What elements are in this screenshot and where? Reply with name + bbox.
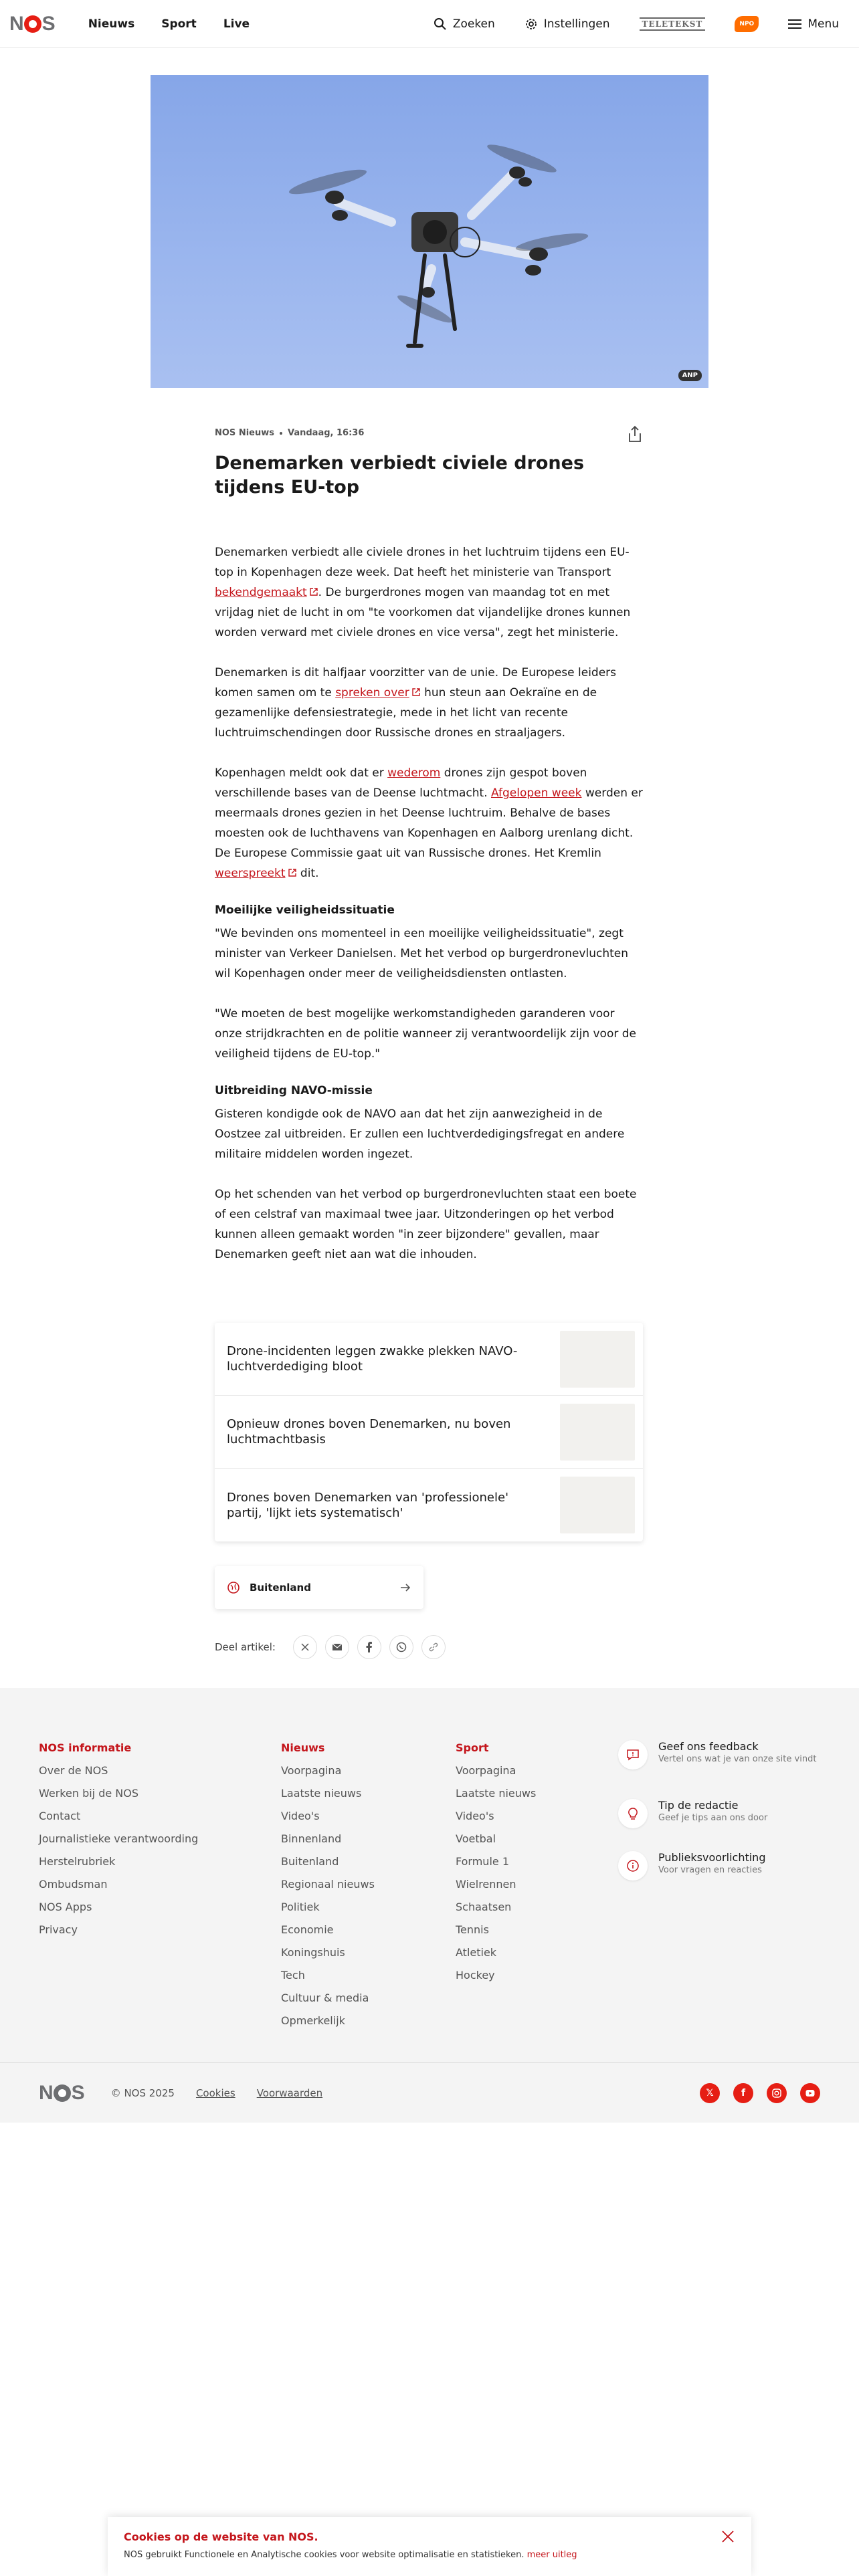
footer-link[interactable]: Economie <box>281 1923 334 1936</box>
footer-link[interactable]: NOS Apps <box>39 1901 92 1913</box>
npo-logo[interactable]: NPO <box>735 16 759 32</box>
share-label: Deel artikel: <box>215 1641 276 1653</box>
header-tools <box>434 16 839 32</box>
related-item[interactable]: Opnieuw drones boven Denemarken, nu boven luchtmachtbasis <box>215 1396 643 1469</box>
footer-heading: Sport <box>456 1741 489 1754</box>
cookie-title: Cookies op de website van NOS. <box>124 2531 318 2543</box>
footer-col-nieuws <box>281 1741 375 2032</box>
footer-link[interactable]: Binnenland <box>281 1832 342 1845</box>
footer-link[interactable]: Voorpagina <box>281 1764 342 1777</box>
cookie-more-link[interactable]: meer uitleg <box>527 2550 577 2560</box>
link-wederom[interactable]: wederom <box>387 766 441 780</box>
close-icon[interactable] <box>721 2529 735 2544</box>
whatsapp-icon <box>396 1642 407 1652</box>
footer-link[interactable]: Tennis <box>456 1923 489 1936</box>
share-facebook-button[interactable] <box>357 1635 381 1659</box>
link-afgelopen-week[interactable]: Afgelopen week <box>491 786 582 800</box>
hamburger-icon <box>788 19 801 29</box>
share-whatsapp-button[interactable] <box>389 1635 413 1659</box>
footer-link[interactable]: Contact <box>39 1810 81 1822</box>
nav-nieuws[interactable]: Nieuws <box>88 17 135 31</box>
main-nav <box>88 17 250 31</box>
footer-link[interactable]: Privacy <box>39 1923 78 1936</box>
nos-logo[interactable]: N S <box>9 12 55 35</box>
drone-photo <box>151 75 708 388</box>
link-weerspreekt[interactable]: weerspreekt <box>215 867 286 880</box>
footer-logo[interactable]: N S <box>39 2081 84 2104</box>
footer-link[interactable]: Video's <box>281 1810 320 1822</box>
article-title: Denemarken verbiedt civiele drones tijdens EU-top <box>215 453 585 498</box>
share-x-button[interactable] <box>293 1635 317 1659</box>
copyright: © NOS 2025 <box>110 2086 175 2099</box>
info-link[interactable]: Publieksvoorlichting Voor vragen en reacties <box>618 1851 819 1881</box>
paragraph: Op het schenden van het verbod op burgerdronevluchten staat een boete of een celstraf van maximaal twee jaar. Uitzonderingen op het verbod kunnen alleen gemaakt worden "in zeer bijzondere" gevallen, maar Denemarken geeft niet aan wat die inhouden. <box>215 1188 637 1261</box>
footer-col-nos-info <box>39 1741 198 1941</box>
youtube-social-icon[interactable] <box>800 2083 820 2103</box>
info-icon <box>618 1851 648 1881</box>
article-meta <box>215 428 643 438</box>
footer-link[interactable]: Buitenland <box>281 1855 339 1868</box>
external-link-icon <box>411 687 421 697</box>
footer-link[interactable]: Voetbal <box>456 1832 496 1845</box>
link-spreken-over[interactable]: spreken over <box>335 686 409 700</box>
paragraph: Kopenhagen meldt ook dat er wederom drones zijn gespot boven verschillende bases van de Deense luchtmacht. Afgelopen week werden er meermaals drones gezien in het Deense luchtruim. Behalve de bases moesten ook de luchthavens van Kopenhagen en Aalborg urenlang dicht. De Europese Commissie gaat uit van Russische drones. Het Kremlin weerspreekt dit. <box>215 766 643 880</box>
chat-icon <box>618 1740 648 1769</box>
related-item[interactable]: Drones boven Denemarken van 'professionele' partij, 'lijkt iets systematisch' <box>215 1469 643 1541</box>
footer-link[interactable]: Cultuur & media <box>281 1992 369 2004</box>
feedback-link[interactable]: Geef ons feedback Vertel ons wat je van onze site vindt <box>618 1740 819 1769</box>
copy-link-button[interactable] <box>421 1635 446 1659</box>
footer-link[interactable]: Formule 1 <box>456 1855 509 1868</box>
menu-label: Menu <box>807 17 839 31</box>
share-row <box>215 1635 446 1659</box>
footer-link[interactable]: Laatste nieuws <box>456 1787 537 1800</box>
facebook-social-icon[interactable]: f <box>733 2083 753 2103</box>
category-label: Buitenland <box>250 1582 311 1594</box>
footer-link[interactable]: Over de NOS <box>39 1764 108 1777</box>
footer-link[interactable]: Opmerkelijk <box>281 2014 345 2027</box>
footer-link[interactable]: Koningshuis <box>281 1946 345 1959</box>
footer-link[interactable]: Herstelrubriek <box>39 1855 116 1868</box>
nav-live[interactable]: Live <box>223 17 250 31</box>
share-email-button[interactable] <box>325 1635 349 1659</box>
tip-link[interactable]: Tip de redactie Geef je tips aan ons door <box>618 1799 819 1828</box>
mail-icon <box>332 1643 343 1651</box>
related-thumbnail <box>560 1477 635 1533</box>
instagram-social-icon[interactable] <box>767 2083 787 2103</box>
article-source: NOS Nieuws <box>215 428 274 438</box>
gear-icon <box>524 17 538 31</box>
facebook-icon <box>366 1642 373 1652</box>
meta-separator <box>280 432 282 435</box>
category-tag[interactable] <box>215 1566 423 1609</box>
paragraph: "We moeten de best mogelijke werkomstandigheden garanderen voor onze strijdkrachten en de politie wanneer zij verantwoordelijk zijn voor de veiligheid tijdens de EU-top." <box>215 1007 637 1061</box>
article-time: Vandaag, 16:36 <box>287 428 365 438</box>
lightbulb-icon <box>618 1799 648 1828</box>
arrow-right-icon <box>399 1582 411 1594</box>
footer-link[interactable]: Werken bij de NOS <box>39 1787 139 1800</box>
external-link-icon <box>288 868 297 877</box>
menu-button[interactable] <box>788 17 839 31</box>
hero-image <box>151 75 708 388</box>
link-bekendgemaakt[interactable]: bekendgemaakt <box>215 586 307 599</box>
footer-col-sport <box>456 1741 536 1987</box>
x-icon <box>300 1642 310 1652</box>
cookie-text: NOS gebruikt Functionele en Analytische cookies voor website optimalisatie en statistieken. meer uitleg <box>124 2550 577 2560</box>
terms-link[interactable]: Voorwaarden <box>256 2086 323 2099</box>
footer-link[interactable]: Regionaal nieuws <box>281 1878 375 1891</box>
footer-heading: NOS informatie <box>39 1741 132 1754</box>
article <box>215 428 643 1265</box>
footer-link[interactable]: Video's <box>456 1810 494 1822</box>
search-button[interactable] <box>434 17 495 31</box>
x-social-icon[interactable]: 𝕏 <box>700 2083 720 2103</box>
globe-icon <box>227 1581 240 1594</box>
related-item[interactable]: Drone-incidenten leggen zwakke plekken NAVO-luchtverdediging bloot <box>215 1323 643 1396</box>
settings-label: Instellingen <box>543 17 610 31</box>
link-icon <box>428 1642 439 1652</box>
footer-link[interactable]: Atletiek <box>456 1946 497 1959</box>
external-link-icon <box>309 587 318 597</box>
footer-link[interactable]: Politiek <box>281 1901 320 1913</box>
cookie-banner <box>108 2517 751 2576</box>
footer-link[interactable]: Tech <box>281 1969 305 1981</box>
related-articles <box>215 1323 643 1541</box>
teletekst-link[interactable]: TELETEKST <box>640 17 706 31</box>
paragraph: Gisteren kondigde ook de NAVO aan dat het zijn aanwezigheid in de Oostzee zal uitbreiden. Er zullen een luchtverdedigingsfregat en andere militaire middelen worden ingezet. <box>215 1107 625 1161</box>
footer-link[interactable]: Journalistieke verantwoording <box>39 1832 199 1845</box>
related-thumbnail <box>560 1404 635 1461</box>
social-links <box>700 2083 820 2103</box>
related-thumbnail <box>560 1331 635 1388</box>
footer-link[interactable]: Schaatsen <box>456 1901 512 1913</box>
share-icon[interactable] <box>627 425 643 443</box>
paragraph: "We bevinden ons momenteel in een moeilijke veiligheidssituatie", zegt minister van Verkeer Danielsen. Met het verbod op burgerdronevluchten wil Kopenhagen onder meer de veiligheidsdiensten ontlasten. <box>215 927 629 980</box>
cookies-link[interactable]: Cookies <box>195 2086 235 2099</box>
nav-sport[interactable]: Sport <box>161 17 197 31</box>
footer-link[interactable]: Ombudsman <box>39 1878 108 1891</box>
footer-heading: Nieuws <box>281 1741 325 1754</box>
site-footer <box>0 1688 859 2123</box>
footer-link[interactable]: Wielrennen <box>456 1878 516 1891</box>
paragraph: Denemarken is dit halfjaar voorzitter van de unie. De Europese leiders komen samen om te spreken over hun steun aan Oekraïne en de gezamenlijke defensiestrategie, mede in het licht van recente luchtruimschendingen door Russische drones en straaljagers. <box>215 666 617 740</box>
footer-bottom <box>0 2062 859 2123</box>
search-icon <box>434 17 447 31</box>
photo-credit: ANP <box>678 370 702 381</box>
site-header <box>0 0 859 48</box>
paragraph: Denemarken verbiedt alle civiele drones in het luchtruim tijdens een EU-top in Kopenhagen deze week. Dat heeft het ministerie van Transport bekendgemaakt . De burgerdrones mogen van maandag tot en met vrijdag niet de lucht in om "te voorkomen dat vijandelijke drones kunnen worden verward met civiele drones en vice versa", zegt het ministerie. <box>215 546 631 639</box>
footer-link[interactable]: Hockey <box>456 1969 495 1981</box>
subheading: Uitbreiding NAVO-missie <box>215 1084 373 1097</box>
search-label: Zoeken <box>452 17 495 31</box>
footer-link[interactable]: Voorpagina <box>456 1764 516 1777</box>
article-body <box>215 542 643 1265</box>
subheading: Moeilijke veiligheidssituatie <box>215 903 395 917</box>
footer-link[interactable]: Laatste nieuws <box>281 1787 362 1800</box>
settings-button[interactable] <box>524 17 610 31</box>
